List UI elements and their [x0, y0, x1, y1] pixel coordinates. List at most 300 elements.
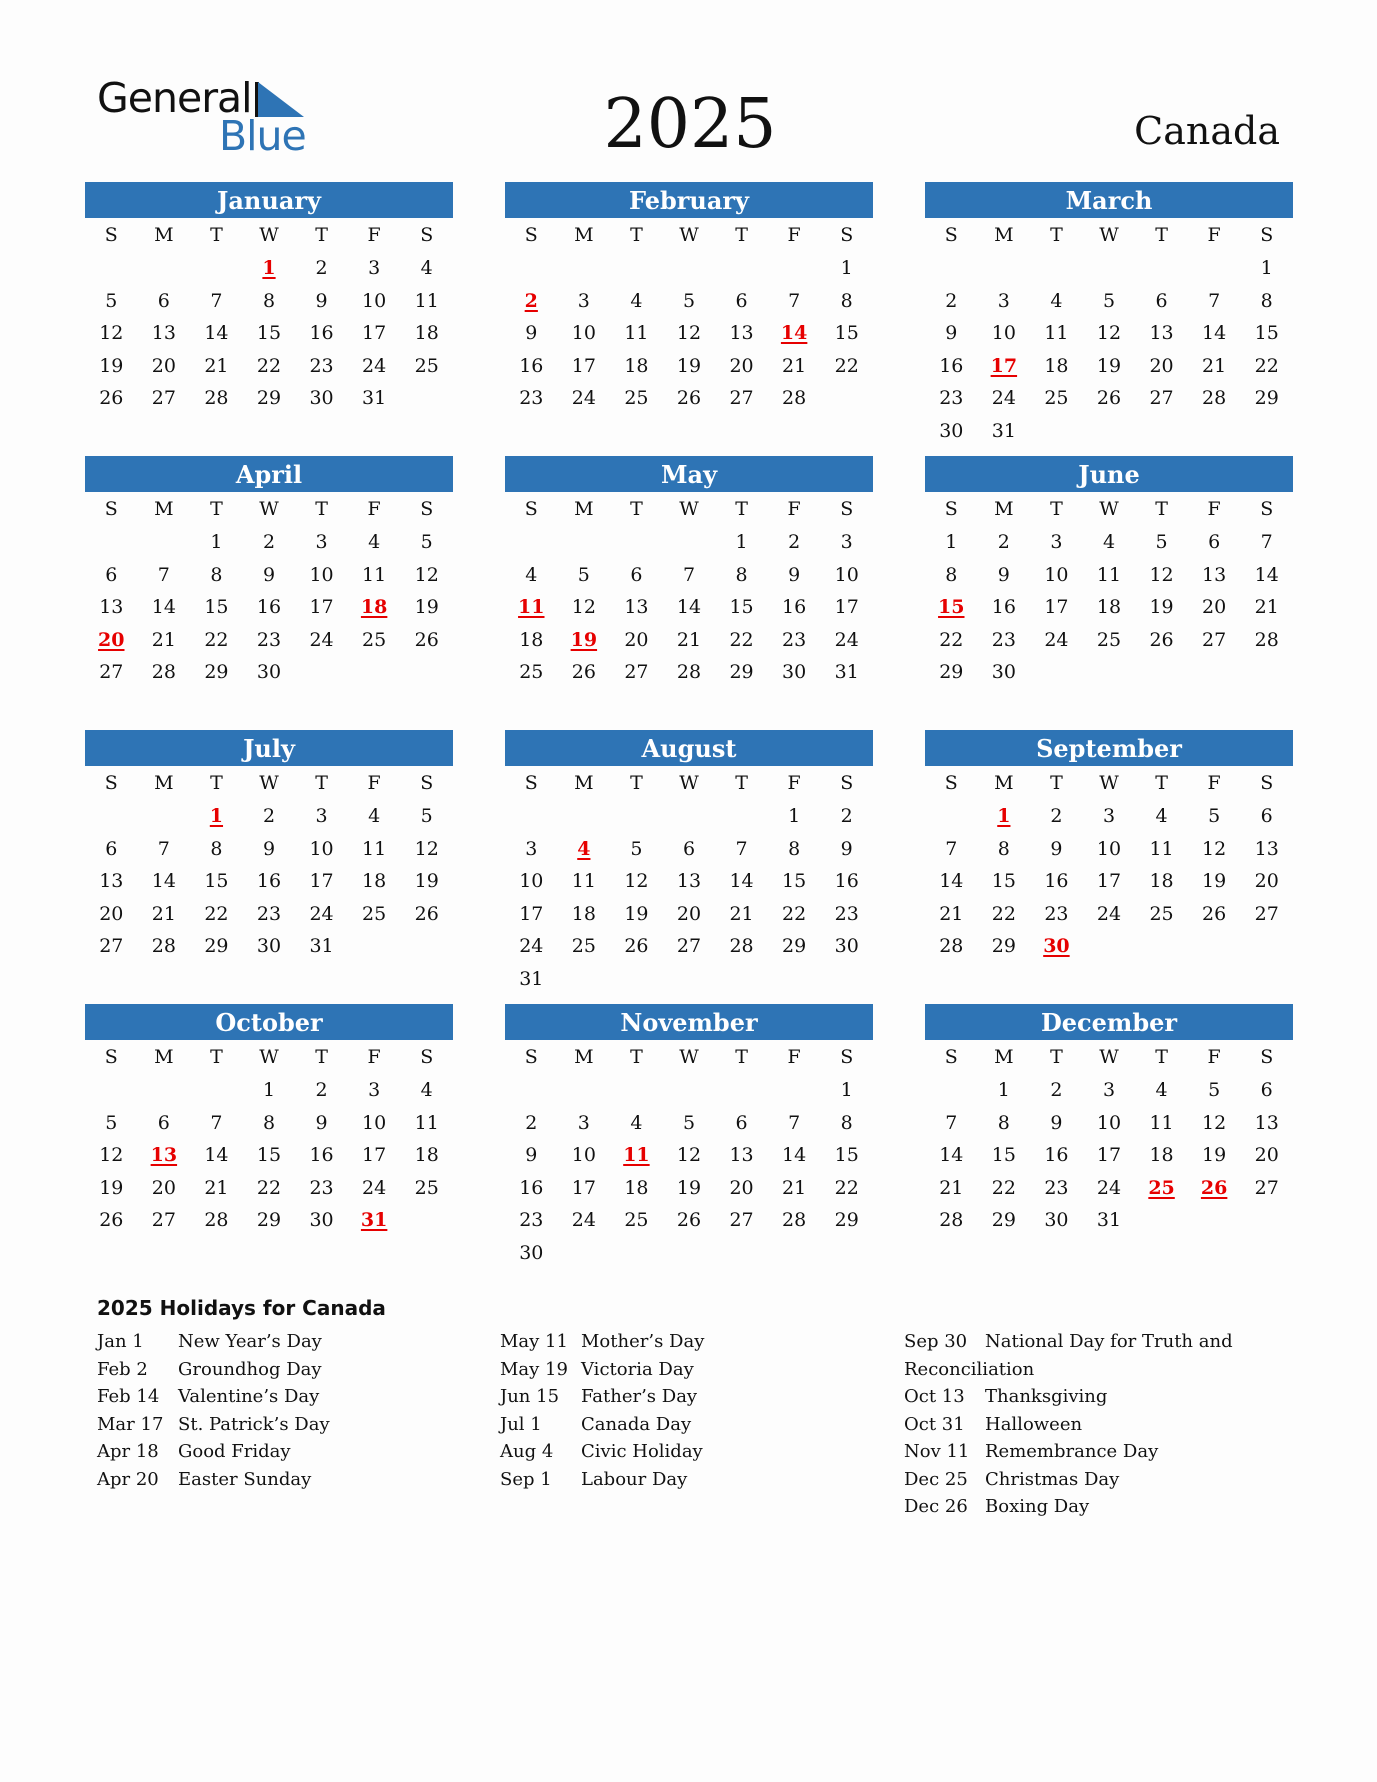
calendar-date: 6 — [1260, 1079, 1273, 1101]
holiday-date: 31 — [360, 1209, 388, 1231]
calendar-date: 16 — [782, 596, 807, 618]
calendar-date: 2 — [997, 531, 1010, 553]
weekday-label: F — [367, 498, 381, 520]
calendar-date: 30 — [519, 1241, 544, 1264]
calendar-date: 22 — [991, 1176, 1016, 1199]
calendar-date: 16 — [309, 322, 334, 344]
weekday-label: W — [259, 498, 279, 520]
calendar-date: 10 — [1096, 837, 1122, 860]
weekday-label: S — [840, 224, 854, 246]
weekday-label: M — [154, 1046, 174, 1068]
calendar-date: 14 — [729, 870, 754, 892]
calendar-date: 6 — [1208, 531, 1221, 553]
calendar-date: 7 — [682, 563, 696, 586]
calendar-date: 22 — [256, 1176, 282, 1199]
calendar-date: 17 — [362, 322, 387, 344]
calendar-date: 16 — [519, 354, 544, 377]
calendar-date: 21 — [204, 354, 229, 377]
calendar-date: 28 — [782, 1209, 807, 1231]
weekday-label: S — [840, 498, 854, 520]
calendar-date: 8 — [788, 837, 801, 860]
calendar-date: 23 — [309, 1176, 334, 1199]
calendar-date: 11 — [362, 837, 387, 860]
weekday-label: T — [1050, 772, 1063, 794]
calendar-date: 10 — [309, 837, 334, 860]
calendar-date: 17 — [571, 1176, 596, 1199]
calendar-date: 30 — [256, 661, 282, 683]
holiday-date-label: Apr 20 — [97, 1468, 159, 1490]
calendar-date: 20 — [151, 354, 176, 377]
calendar-date: 13 — [99, 870, 124, 892]
month-header: August — [505, 730, 873, 766]
weekday-label: S — [420, 224, 434, 246]
calendar-date: 26 — [414, 628, 439, 651]
calendar-date: 23 — [782, 628, 807, 651]
calendar-date: 27 — [676, 935, 702, 957]
calendar-date: 13 — [729, 322, 754, 344]
weekday-label: T — [210, 772, 223, 794]
weekday-label: S — [420, 1046, 434, 1068]
calendar-date: 17 — [309, 870, 334, 892]
calendar-date: 8 — [1260, 289, 1273, 312]
holiday-name: Victoria Day — [581, 1358, 694, 1380]
calendar-date: 15 — [782, 870, 807, 892]
weekday-label: T — [1050, 498, 1063, 520]
country-name: Canada — [1134, 109, 1280, 153]
calendar-date: 8 — [210, 563, 223, 586]
calendar-date: 7 — [945, 1111, 958, 1134]
calendar-date: 10 — [1044, 563, 1069, 586]
calendar-date: 21 — [939, 1176, 964, 1199]
holiday-column — [500, 1328, 704, 1493]
holiday-date: 13 — [150, 1144, 178, 1166]
calendar-date: 6 — [105, 563, 118, 586]
weekday-label: M — [574, 1046, 594, 1068]
calendar-date: 27 — [624, 661, 649, 683]
empty-cell — [925, 252, 978, 285]
calendar-date: 8 — [210, 837, 223, 860]
weekday-label: F — [787, 772, 801, 794]
calendar-date: 12 — [1202, 837, 1227, 860]
calendar-date: 5 — [1208, 1079, 1221, 1101]
calendar-date: 28 — [939, 935, 964, 957]
calendar-date: 30 — [309, 387, 334, 409]
empty-cell — [505, 252, 558, 285]
weekday-label: S — [524, 772, 538, 794]
calendar-date: 21 — [782, 354, 807, 377]
holiday-date-label: Mar 17 — [97, 1413, 164, 1435]
holiday-row — [500, 1411, 704, 1439]
calendar-date: 23 — [834, 902, 859, 925]
calendar-date: 18 — [1149, 870, 1174, 892]
calendar-date: 29 — [256, 387, 282, 409]
calendar-date: 6 — [630, 563, 643, 586]
weekday-label: W — [259, 224, 279, 246]
holiday-row — [500, 1438, 704, 1466]
calendar-date: 15 — [729, 596, 754, 618]
calendar-date: 4 — [420, 1079, 433, 1101]
empty-cell — [190, 252, 243, 285]
holiday-date-label: Dec 25 — [904, 1468, 968, 1490]
calendar-date: 9 — [315, 1111, 328, 1134]
calendar-date: 25 — [519, 661, 544, 683]
holiday-row — [904, 1411, 1233, 1439]
calendar-date: 26 — [676, 1209, 702, 1231]
calendar-date: 4 — [368, 531, 381, 553]
holiday-name: New Year’s Day — [178, 1331, 322, 1352]
calendar-date: 17 — [519, 902, 544, 925]
weekday-label: W — [679, 772, 699, 794]
month-days-grid — [85, 492, 453, 689]
calendar-date: 18 — [624, 1176, 649, 1199]
weekday-label: M — [994, 1046, 1014, 1068]
weekday-label: S — [840, 772, 854, 794]
calendar-date: 11 — [1149, 1111, 1174, 1134]
calendar-date: 16 — [256, 596, 282, 618]
holiday-name: Christmas Day — [985, 1468, 1120, 1490]
month-days-grid — [925, 492, 1293, 689]
calendar-date: 1 — [945, 531, 958, 553]
empty-cell — [978, 252, 1031, 285]
calendar-date: 17 — [362, 1144, 387, 1166]
empty-cell — [558, 1074, 611, 1107]
holiday-row — [500, 1383, 704, 1411]
calendar-date: 7 — [1260, 531, 1273, 553]
empty-cell — [85, 526, 138, 559]
weekday-label: M — [154, 224, 174, 246]
weekday-label: W — [259, 1046, 279, 1068]
calendar-date: 5 — [577, 563, 590, 586]
weekday-label: T — [315, 1046, 328, 1068]
calendar-date: 14 — [939, 870, 964, 892]
weekday-label: F — [787, 498, 801, 520]
holidays-title: 2025 Holidays for Canada — [97, 1296, 386, 1320]
calendar-date: 15 — [991, 870, 1016, 892]
holiday-name: Good Friday — [178, 1441, 291, 1462]
calendar-date: 19 — [676, 354, 702, 377]
weekday-label: S — [944, 224, 958, 246]
calendar-date: 24 — [1044, 628, 1069, 651]
month-days-grid — [505, 218, 873, 415]
calendar-date: 17 — [1096, 1144, 1122, 1166]
month-header: January — [85, 182, 453, 218]
calendar-date: 16 — [1044, 1144, 1069, 1166]
calendar-date: 30 — [939, 419, 964, 442]
holiday-name: Father’s Day — [581, 1386, 698, 1407]
calendar-date: 29 — [256, 1209, 282, 1231]
calendar-date: 11 — [624, 322, 649, 344]
generalblue-logo — [97, 76, 317, 166]
calendar-date: 24 — [309, 902, 334, 925]
calendar-date: 28 — [782, 387, 807, 409]
calendar-date: 20 — [676, 902, 702, 925]
empty-cell — [1030, 252, 1083, 285]
calendar-date: 10 — [991, 322, 1016, 344]
calendar-date: 17 — [309, 596, 334, 618]
calendar-date: 25 — [414, 1176, 439, 1199]
calendar-date: 25 — [414, 354, 439, 377]
calendar-date: 9 — [262, 837, 276, 860]
holiday-date-label: Feb 14 — [97, 1386, 160, 1407]
calendar-date: 13 — [1202, 563, 1227, 586]
calendar-date: 12 — [1202, 1111, 1227, 1134]
holiday-name: Mother’s Day — [581, 1331, 705, 1352]
calendar-date: 9 — [1050, 837, 1063, 860]
calendar-date: 2 — [840, 805, 853, 827]
calendar-date: 24 — [571, 387, 596, 409]
holiday-name: National Day for Truth and — [985, 1331, 1233, 1352]
calendar-date: 6 — [682, 837, 696, 860]
logo-general-text: General — [97, 74, 252, 122]
calendar-date: 4 — [1155, 1079, 1168, 1101]
empty-cell — [138, 1074, 191, 1107]
weekday-label: S — [104, 498, 118, 520]
calendar-date: 1 — [1260, 257, 1273, 279]
weekday-label: T — [735, 224, 748, 246]
calendar-date: 25 — [362, 628, 387, 651]
calendar-date: 10 — [309, 563, 334, 586]
calendar-date: 23 — [256, 902, 282, 925]
calendar-date: 6 — [157, 1111, 170, 1134]
holiday-date: 20 — [98, 628, 125, 651]
weekday-label: M — [994, 772, 1014, 794]
empty-cell — [663, 800, 716, 833]
calendar-date: 18 — [519, 628, 544, 651]
weekday-label: W — [1099, 772, 1119, 794]
month-days-grid — [85, 218, 453, 415]
holiday-date: 4 — [577, 837, 591, 860]
empty-cell — [505, 1074, 558, 1107]
calendar-date: 3 — [1102, 805, 1116, 827]
calendar-date: 11 — [1149, 837, 1174, 860]
holiday-row — [904, 1328, 1233, 1356]
weekday-label: T — [315, 772, 328, 794]
calendar-date: 20 — [1202, 596, 1227, 618]
calendar-date: 20 — [624, 628, 649, 651]
empty-cell — [610, 526, 663, 559]
holiday-name: Groundhog Day — [178, 1358, 322, 1380]
calendar-date: 9 — [1050, 1111, 1063, 1134]
empty-cell — [610, 1074, 663, 1107]
calendar-date: 9 — [525, 1144, 538, 1166]
empty-cell — [663, 526, 716, 559]
calendar-date: 20 — [729, 354, 754, 377]
calendar-date: 1 — [840, 1079, 853, 1101]
month-may — [505, 456, 873, 689]
month-november — [505, 1004, 873, 1269]
calendar-date: 20 — [151, 1176, 176, 1199]
calendar-date: 13 — [624, 596, 649, 618]
calendar-date: 9 — [840, 837, 853, 860]
calendar-date: 28 — [204, 1209, 229, 1231]
empty-cell — [663, 1074, 716, 1107]
weekday-label: M — [994, 498, 1014, 520]
calendar-date: 19 — [1202, 1144, 1227, 1166]
calendar-date: 26 — [1202, 902, 1227, 925]
holiday-date-label: Jul 1 — [500, 1413, 542, 1435]
month-days-grid — [925, 766, 1293, 963]
calendar-date: 1 — [735, 531, 748, 553]
empty-cell — [558, 526, 611, 559]
holiday-date-label: Dec 26 — [904, 1496, 968, 1517]
calendar-date: 12 — [676, 322, 702, 344]
calendar-date: 26 — [1096, 387, 1122, 409]
month-header: February — [505, 182, 873, 218]
month-header: March — [925, 182, 1293, 218]
calendar-date: 3 — [315, 531, 328, 553]
calendar-date: 3 — [577, 1111, 590, 1134]
month-march — [925, 182, 1293, 447]
month-header: June — [925, 456, 1293, 492]
weekday-label: W — [1099, 498, 1119, 520]
calendar-date: 12 — [414, 837, 439, 860]
calendar-date: 7 — [157, 837, 170, 860]
calendar-date: 10 — [362, 1111, 387, 1134]
calendar-date: 1 — [997, 1079, 1010, 1101]
calendar-date: 3 — [577, 289, 590, 312]
calendar-date: 14 — [782, 1144, 807, 1166]
weekday-label: W — [259, 772, 279, 794]
holiday-row — [500, 1328, 704, 1356]
weekday-label: T — [1050, 224, 1063, 246]
calendar-date: 18 — [362, 870, 387, 892]
month-june — [925, 456, 1293, 689]
holiday-date: 1 — [209, 805, 224, 827]
empty-cell — [1188, 252, 1241, 285]
calendar-date: 10 — [362, 289, 387, 312]
empty-cell — [768, 252, 821, 285]
calendar-date: 6 — [105, 837, 118, 860]
calendar-date: 12 — [676, 1144, 702, 1166]
calendar-date: 5 — [682, 1111, 696, 1134]
calendar-date: 13 — [99, 596, 124, 618]
calendar-date: 28 — [151, 661, 176, 683]
holiday-date: 2 — [524, 289, 538, 312]
calendar-date: 24 — [309, 628, 334, 651]
calendar-year: 2025 — [603, 85, 777, 164]
holiday-date-label: Jan 1 — [97, 1331, 144, 1352]
weekday-label: S — [420, 772, 434, 794]
calendar-date: 12 — [99, 1144, 124, 1166]
calendar-date: 4 — [1050, 289, 1063, 312]
calendar-date: 22 — [729, 628, 754, 651]
weekday-label: F — [367, 772, 381, 794]
calendar-date: 10 — [571, 1144, 596, 1166]
calendar-date: 14 — [1202, 322, 1227, 344]
calendar-date: 16 — [991, 596, 1016, 618]
calendar-date: 22 — [834, 1176, 859, 1199]
weekday-label: T — [735, 498, 748, 520]
weekday-label: T — [210, 224, 223, 246]
calendar-date: 6 — [1155, 289, 1168, 312]
holiday-row — [904, 1438, 1233, 1466]
calendar-date: 24 — [362, 1176, 387, 1199]
calendar-date: 26 — [99, 1209, 124, 1231]
month-days-grid — [925, 1040, 1293, 1237]
weekday-label: T — [1155, 224, 1168, 246]
weekday-label: T — [1155, 498, 1168, 520]
calendar-date: 24 — [1096, 1176, 1122, 1199]
calendar-date: 5 — [1208, 805, 1221, 827]
weekday-label: T — [735, 772, 748, 794]
calendar-date: 25 — [1149, 902, 1174, 925]
weekday-label: T — [315, 498, 328, 520]
calendar-date: 8 — [840, 289, 853, 312]
month-days-grid — [925, 218, 1293, 447]
calendar-date: 27 — [1254, 1176, 1279, 1199]
calendar-date: 14 — [1254, 563, 1279, 586]
calendar-date: 13 — [676, 870, 702, 892]
empty-cell — [610, 800, 663, 833]
calendar-date: 8 — [840, 1111, 853, 1134]
calendar-date: 28 — [1202, 387, 1227, 409]
weekday-label: W — [1099, 224, 1119, 246]
weekday-label: W — [679, 224, 699, 246]
calendar-date: 28 — [729, 935, 754, 957]
calendar-date: 2 — [262, 805, 276, 827]
calendar-date: 18 — [1149, 1144, 1174, 1166]
month-header: October — [85, 1004, 453, 1040]
empty-cell — [558, 252, 611, 285]
holiday-row — [97, 1356, 330, 1384]
calendar-date: 21 — [1202, 354, 1227, 377]
calendar-date: 5 — [105, 1111, 118, 1134]
calendar-date: 25 — [571, 935, 596, 957]
holiday-date-label: May 11 — [500, 1331, 568, 1352]
weekday-label: S — [524, 1046, 538, 1068]
calendar-date: 15 — [834, 322, 859, 344]
calendar-date: 1 — [840, 257, 853, 279]
calendar-date: 3 — [1102, 1079, 1116, 1101]
calendar-date: 22 — [256, 354, 282, 377]
holiday-name: Halloween — [985, 1413, 1083, 1435]
weekday-label: S — [944, 1046, 958, 1068]
holiday-date-label: May 19 — [500, 1358, 568, 1380]
calendar-date: 7 — [1208, 289, 1221, 312]
holiday-column — [97, 1328, 330, 1493]
calendar-date: 24 — [991, 387, 1016, 409]
calendar-date: 20 — [1254, 870, 1279, 892]
calendar-date: 15 — [204, 596, 229, 618]
calendar-date: 1 — [210, 531, 223, 553]
calendar-date: 21 — [151, 628, 176, 651]
calendar-date: 18 — [624, 354, 649, 377]
calendar-date: 23 — [309, 354, 334, 377]
calendar-date: 19 — [624, 902, 649, 925]
calendar-date: 30 — [1044, 1209, 1069, 1231]
holiday-date: 14 — [780, 322, 808, 344]
calendar-date: 12 — [624, 870, 649, 892]
month-april — [85, 456, 453, 689]
calendar-date: 31 — [991, 419, 1016, 442]
calendar-date: 14 — [204, 322, 229, 344]
calendar-date: 16 — [939, 354, 964, 377]
calendar-date: 3 — [997, 289, 1010, 312]
calendar-date: 2 — [315, 257, 328, 279]
holiday-date: 18 — [360, 596, 388, 618]
holiday-date-label: Nov 11 — [904, 1441, 970, 1462]
holiday-name: Boxing Day — [985, 1496, 1090, 1517]
calendar-date: 8 — [997, 837, 1010, 860]
month-september — [925, 730, 1293, 963]
empty-cell — [715, 1074, 768, 1107]
calendar-date: 27 — [729, 387, 754, 409]
calendar-date: 14 — [939, 1144, 964, 1166]
calendar-date: 7 — [157, 563, 170, 586]
month-header: July — [85, 730, 453, 766]
calendar-date: 16 — [834, 870, 859, 892]
calendar-date: 30 — [834, 935, 859, 957]
